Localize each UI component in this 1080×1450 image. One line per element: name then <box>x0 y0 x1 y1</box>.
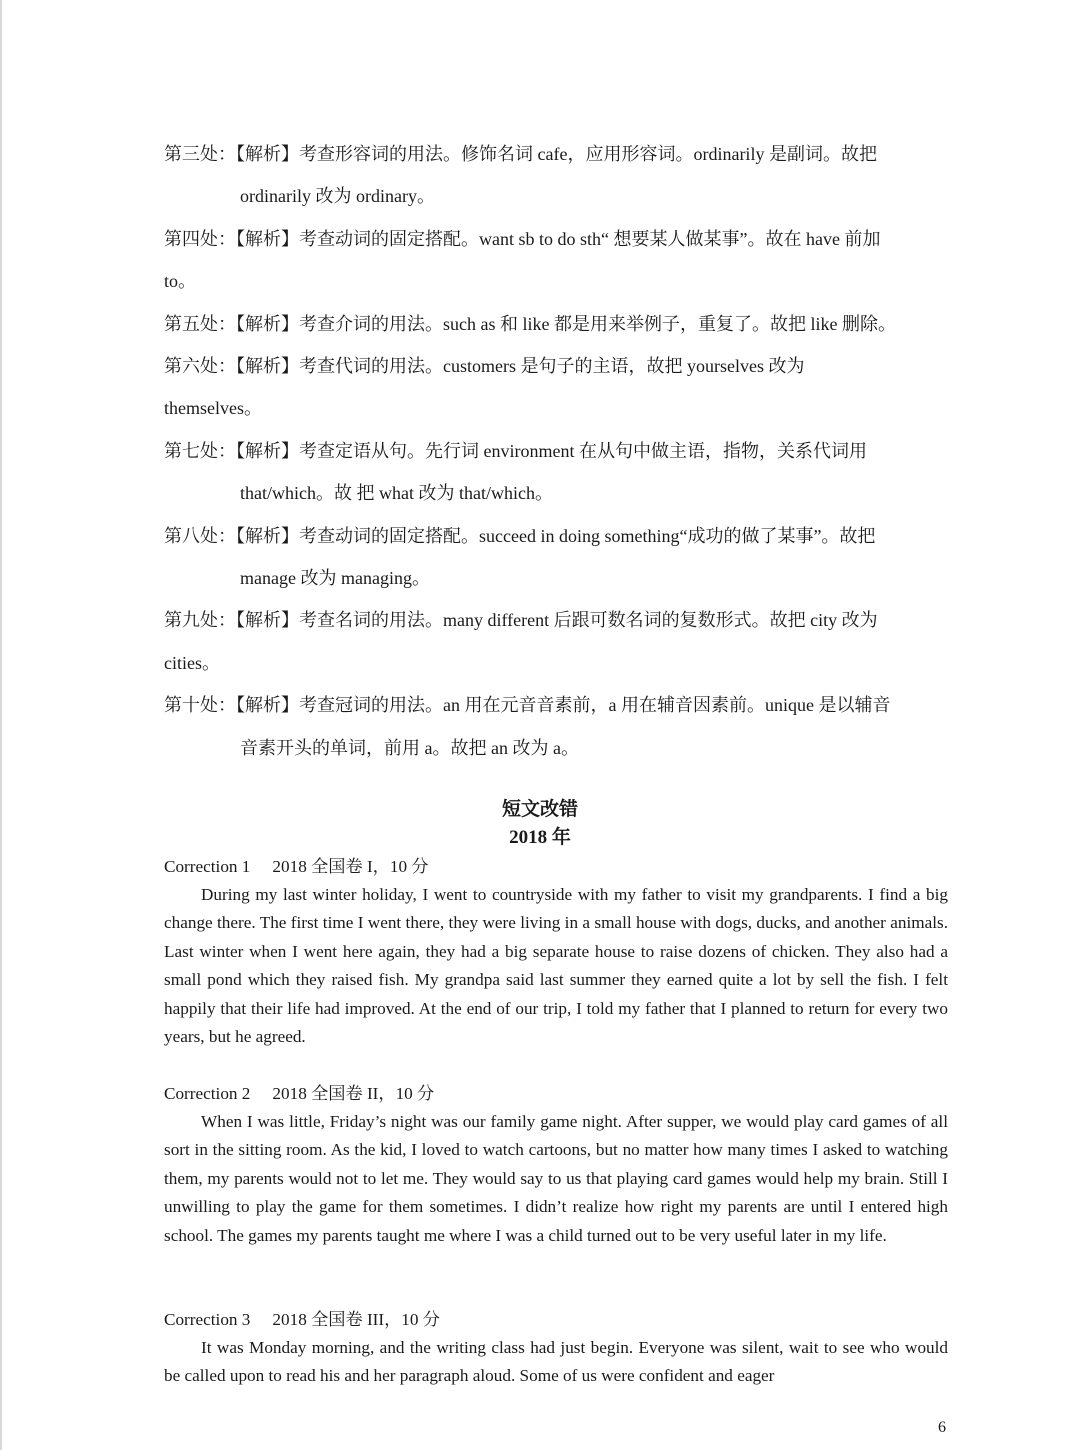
analysis-line: cities。 <box>164 652 220 673</box>
analysis-line: 音素开头的单词，前用 a。故把 an 改为 a。 <box>240 737 579 758</box>
section-title: 短文改错 <box>501 799 578 820</box>
analysis-line: ordinarily 改为 ordinary。 <box>240 186 435 207</box>
analysis-line: 第七处：【解析】考查定语从句。先行词 environment 在从句中做主语，指物，关系代词用 <box>164 440 867 461</box>
correction-header <box>164 1080 948 1108</box>
analysis-item-8 <box>164 515 954 600</box>
analysis-line: to。 <box>164 271 197 292</box>
analysis-line: 第十处：【解析】考查冠词的用法。an 用在元音音素前，a 用在辅音因素前。unique 是以辅音 <box>164 695 891 716</box>
correction-1 <box>164 853 948 1051</box>
page-edge <box>0 0 2 1450</box>
correction-label: Correction 1 <box>164 857 251 876</box>
analysis-line: 第四处：【解析】考查动词的固定搭配。want sb to do sth“ 想要某人做某事”。故在 have 前加 <box>164 228 881 249</box>
analysis-item-7 <box>164 430 954 515</box>
analysis-item-10 <box>164 684 954 769</box>
analysis-line: themselves。 <box>164 398 262 419</box>
page-number: 6 <box>938 1419 946 1436</box>
analysis-line: 第九处：【解析】考查名词的用法。many different 后跟可数名词的复数形式。故把 city 改为 <box>164 610 878 631</box>
correction-source: 2018 全国卷 III，10 分 <box>272 1310 440 1329</box>
correction-3 <box>164 1306 948 1391</box>
analysis-list <box>164 133 954 769</box>
correction-source: 2018 全国卷 II，10 分 <box>272 1084 435 1103</box>
analysis-line: that/which。故 把 what 改为 that/which。 <box>240 483 553 504</box>
analysis-item-5 <box>164 303 954 345</box>
correction-label: Correction 2 <box>164 1084 251 1103</box>
correction-2 <box>164 1080 948 1250</box>
correction-text: When I was little, Friday’s night was our family game night. After supper, we would play card games of all sort in the sitting room. As the kid, I loved to watch cartoons, but no matter how many times I asked to watching them, my parents would not to let me. They would say to us that playing card games would help my brain. Still I unwilling to play the game for them sometimes. I didn’t realize how right my parents are until I entered high school. The games my parents taught me where I was a child turned out to be very useful later in my life. <box>164 1112 948 1245</box>
correction-header <box>164 853 948 881</box>
analysis-line: 第八处：【解析】考查动词的固定搭配。succeed in doing something“成功的做了某事”。故把 <box>164 525 876 546</box>
correction-text: During my last winter holiday, I went to countryside with my father to visit my grandparents. I find a big change there. The first time I went there, they were living in a small house with dogs, ducks, and another animals. Last winter when I went here again, they had a big separate house to raise dozens of chicken. They also had a small pond which they raised fish. My grandpa said last summer they earned quite a lot by sell the fish. I felt happily that their life had improved. At the end of our trip, I told my father that I planned to return for every two years, but he agreed. <box>164 885 948 1047</box>
analysis-item-3 <box>164 133 954 218</box>
analysis-item-6 <box>164 345 954 430</box>
correction-header <box>164 1306 948 1334</box>
correction-source: 2018 全国卷 I，10 分 <box>272 857 429 876</box>
correction-text: It was Monday morning, and the writing class had just begin. Everyone was silent, wait to see who would be called upon to read his and her paragraph aloud. Some of us were confident and eager <box>164 1338 948 1386</box>
section-year: 2018 年 <box>509 827 571 848</box>
analysis-item-4 <box>164 218 954 303</box>
analysis-item-9 <box>164 599 954 684</box>
analysis-line: manage 改为 managing。 <box>240 568 430 589</box>
correction-label: Correction 3 <box>164 1310 251 1329</box>
analysis-line: 第六处：【解析】考查代词的用法。customers 是句子的主语，故把 yourselves 改为 <box>164 356 805 377</box>
analysis-line: 第三处：【解析】考查形容词的用法。修饰名词 cafe，应用形容词。ordinarily 是副词。故把 <box>164 144 877 164</box>
analysis-line: 第五处：【解析】考查介词的用法。such as 和 like 都是用来举例子，重复了。故把 like 删除。 <box>164 313 896 334</box>
